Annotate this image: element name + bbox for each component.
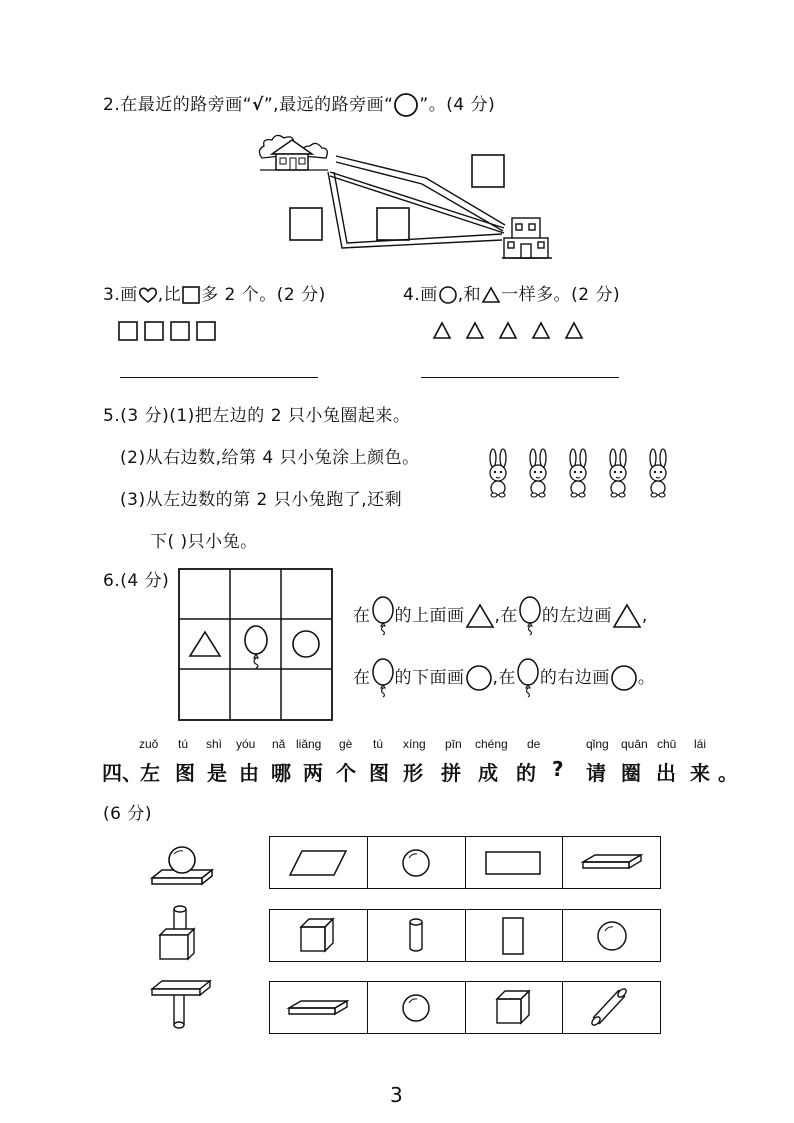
option-cylinder[interactable]: [368, 910, 466, 961]
answer-box-left: [290, 208, 322, 240]
road-map-figure: [250, 130, 580, 270]
option-row-1: [269, 836, 661, 889]
circle-icon: [438, 285, 458, 305]
pinyin: pīn: [445, 737, 462, 751]
answer-box-top-right: [472, 155, 504, 187]
triangle-icon: [465, 603, 495, 629]
option-row-3: [269, 981, 661, 1034]
section4-pinyin: [0, 737, 794, 753]
option-tall-rectangle[interactable]: [466, 910, 564, 961]
q2-suffix: ”。(4 分): [419, 95, 496, 115]
balloon-icon: [518, 596, 542, 636]
section4-prefix: 四、: [102, 761, 142, 785]
q6-label: 6.(4 分): [103, 571, 170, 591]
q5-line4[interactable]: 下( )只小兔。: [150, 532, 258, 552]
rabbit-icon: [490, 449, 506, 497]
pinyin: lái: [694, 737, 707, 751]
pinyin: zuǒ: [139, 737, 159, 751]
option-lying-cylinder[interactable]: [563, 982, 660, 1033]
circle-icon: [393, 92, 419, 118]
q5-line1: 5.(3 分)(1)把左边的 2 只小兔圈起来。: [103, 406, 411, 426]
pinyin: xíng: [403, 737, 426, 751]
q3-text: [103, 280, 326, 305]
option-board[interactable]: [270, 982, 368, 1033]
pinyin: chū: [657, 737, 677, 751]
q4-text: [403, 280, 620, 305]
circle-icon: [293, 631, 319, 657]
section4-score: (6 分): [103, 804, 152, 824]
q3-suffix: 多 2 个。(2 分): [201, 285, 326, 305]
rabbit-icon: [530, 449, 546, 497]
option-parallelogram[interactable]: [270, 837, 368, 888]
composite-ball-on-board: [150, 842, 214, 886]
option-rectangle[interactable]: [466, 837, 564, 888]
q6-grid: [178, 568, 334, 721]
q3-prefix: 3.画: [103, 285, 138, 305]
house-icon: [259, 135, 328, 170]
circle-icon: [610, 664, 638, 692]
q2-text: [103, 90, 495, 118]
q3-answer-line[interactable]: [120, 377, 318, 378]
answer-box-middle: [377, 208, 409, 240]
pinyin: liǎng: [296, 737, 322, 751]
option-row-2: [269, 909, 661, 962]
circle-icon: [465, 664, 493, 692]
pinyin: shì: [206, 737, 223, 751]
q3-middle: ,比: [157, 285, 182, 305]
rabbits-row: [484, 448, 674, 500]
page-number: 3: [390, 1083, 403, 1107]
q4-prefix: 4.画: [403, 285, 438, 305]
square-icon: [181, 285, 201, 305]
pinyin: chéng: [475, 737, 508, 751]
pinyin: nǎ: [272, 737, 286, 751]
school-icon: [502, 218, 552, 258]
q4-answer-line[interactable]: [421, 377, 619, 378]
composite-board-on-cylinder: [150, 979, 212, 1031]
q4-middle: ,和: [457, 285, 482, 305]
balloon-icon: [245, 626, 267, 668]
option-board[interactable]: [563, 837, 660, 888]
pinyin: de: [527, 737, 541, 751]
section4-heading: 四、 左 图 是 由 哪 两 个 图 形 拼 成 的 ? 请 圈 出 来 。: [102, 757, 738, 785]
pinyin: yóu: [236, 737, 256, 751]
balloon-icon: [516, 658, 540, 698]
rabbit-icon: [610, 449, 626, 497]
rabbit-icon: [650, 449, 666, 497]
rabbit-icon: [570, 449, 586, 497]
q4-triangles: [432, 321, 592, 343]
q3-squares: [118, 321, 218, 343]
q5-line2: (2)从右边数,给第 4 只小兔涂上颜色。: [120, 448, 420, 468]
roads: [328, 156, 505, 248]
pinyin: tú: [178, 737, 189, 751]
triangle-icon: [481, 285, 501, 305]
option-sphere[interactable]: [563, 910, 660, 961]
q2-middle: ”,最远的路旁画“: [263, 95, 394, 115]
triangle-icon: [612, 603, 642, 629]
q5-line3: (3)从左边数的第 2 只小兔跑了,还剩: [120, 490, 403, 510]
balloon-icon: [371, 596, 395, 636]
option-cube[interactable]: [466, 982, 564, 1033]
option-sphere[interactable]: [368, 982, 466, 1033]
balloon-icon: [371, 658, 395, 698]
pinyin: gè: [339, 737, 353, 751]
q2-check-mark: √: [252, 95, 264, 115]
composite-cylinder-on-cube: [156, 903, 196, 961]
q4-suffix: 一样多。(2 分): [501, 285, 621, 305]
pinyin: tú: [373, 737, 384, 751]
pinyin: qǐng: [586, 737, 609, 751]
triangle-icon: [190, 632, 220, 656]
q2-prefix: 2.在最近的路旁画“: [103, 95, 253, 115]
q6-instruction-line2: 在 的下面画 ,在 的右边画 。: [353, 658, 655, 698]
q6-instruction-line1: 在 的上面画 ,在 的左边画 ,: [353, 596, 648, 636]
option-sphere[interactable]: [368, 837, 466, 888]
heart-icon: [138, 285, 158, 305]
option-cube[interactable]: [270, 910, 368, 961]
pinyin: quān: [621, 737, 648, 751]
